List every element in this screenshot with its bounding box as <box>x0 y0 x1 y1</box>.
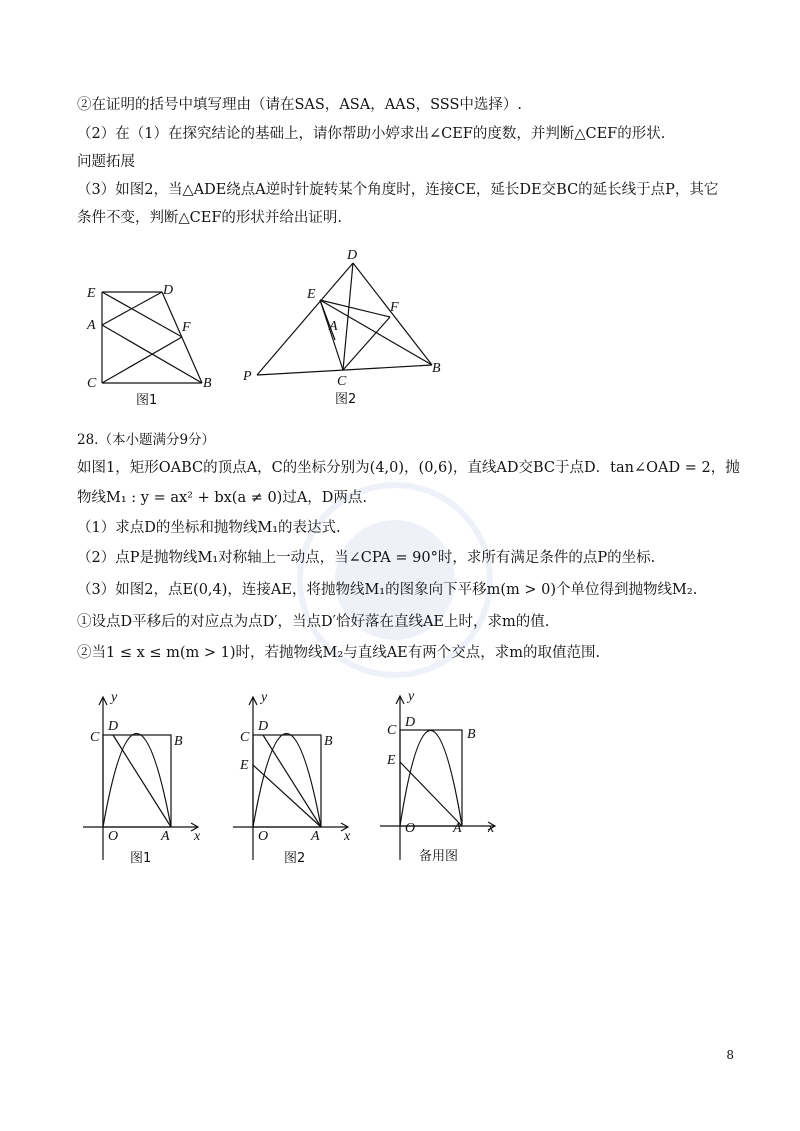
text-line-6: 28.（本小题满分9分） <box>77 432 216 448</box>
label-D: D <box>163 283 174 298</box>
text-line-2: （2）在（1）在探究结论的基础上，请你帮助小婷求出∠CEF的度数，并判断△CEF的形状. <box>77 126 666 142</box>
label-A: A <box>453 821 462 836</box>
label-E: E <box>87 286 96 301</box>
label-C: C <box>387 723 397 738</box>
label-O: O <box>405 821 416 836</box>
label-y: y <box>408 689 415 704</box>
label-D: D <box>258 719 269 734</box>
caption-fig1: 图1 <box>136 393 158 408</box>
label-E: E <box>307 287 316 302</box>
label-D: D <box>405 715 416 730</box>
label-B: B <box>203 376 212 391</box>
label-F: F <box>182 320 191 335</box>
label-A: A <box>161 829 170 844</box>
label-A: A <box>329 319 338 334</box>
text-line-1: ②在证明的括号中填写理由（请在SAS，ASA，AAS，SSS中选择）. <box>77 97 522 113</box>
text-line-12: ①设点D平移后的对应点为点D′，当点D′恰好落在直线AE上时，求m的值. <box>77 614 550 630</box>
label-B: B <box>432 361 441 376</box>
text-line-11: （3）如图2，点E(0,4)，连接AE，将抛物线M₁的图象向下平移m(m > 0)个单位得到抛物线M₂. <box>77 582 698 598</box>
bottom-figure-3 <box>375 680 510 870</box>
text-line-8: 物线M₁ : y = ax² + bx(a ≠ 0)过A，D两点. <box>77 490 368 506</box>
page-number: 8 <box>726 1048 734 1062</box>
label-E: E <box>240 758 249 773</box>
top-figure-2 <box>235 245 450 410</box>
text-line-13: ②当1 ≤ x ≤ m(m > 1)时，若抛物线M₂与直线AE有两个交点，求m的取值范围. <box>77 645 601 661</box>
label-y: y <box>261 690 268 705</box>
text-line-5: 条件不变，判断△CEF的形状并给出证明. <box>77 210 342 226</box>
caption-fig2: 图2 <box>335 392 357 407</box>
text-line-7: 如图1，矩形OABC的顶点A，C的坐标分别为(4,0)，(0,6)，直线AD交BC于点D．tan∠OAD = 2，抛 <box>77 460 740 476</box>
bottom-figure-2 <box>228 685 363 870</box>
top-figure-1 <box>80 275 220 410</box>
label-A: A <box>311 829 320 844</box>
caption-fig3-bottom: 备用图 <box>419 849 459 864</box>
label-O: O <box>258 829 269 844</box>
label-D: D <box>108 719 119 734</box>
label-B: B <box>174 734 183 749</box>
label-B: B <box>467 727 476 742</box>
label-O: O <box>108 829 119 844</box>
label-C: C <box>90 730 100 745</box>
bottom-figure-1 <box>78 685 213 870</box>
label-B: B <box>324 734 333 749</box>
label-A: A <box>87 318 96 333</box>
caption-fig1-bottom: 图1 <box>130 851 152 866</box>
text-line-4: （3）如图2，当△ADE绕点A逆时针旋转某个角度时，连接CE，延长DE交BC的延长线于点P，其它 <box>77 182 719 198</box>
label-E: E <box>387 753 396 768</box>
label-x: x <box>344 829 351 844</box>
text-line-9: （1）求点D的坐标和抛物线M₁的表达式. <box>77 520 341 536</box>
text-line-3: 问题拓展 <box>77 154 135 170</box>
label-F: F <box>390 300 399 315</box>
label-y: y <box>111 690 118 705</box>
label-D: D <box>347 248 358 263</box>
label-C: C <box>87 376 97 391</box>
caption-fig2-bottom: 图2 <box>284 851 306 866</box>
text-line-10: （2）点P是抛物线M₁对称轴上一动点，当∠CPA = 90°时，求所有满足条件的点P的坐标. <box>77 550 656 566</box>
label-C: C <box>240 730 250 745</box>
label-x: x <box>194 829 201 844</box>
label-P: P <box>243 369 252 384</box>
label-C: C <box>337 374 347 389</box>
label-x: x <box>488 821 495 836</box>
